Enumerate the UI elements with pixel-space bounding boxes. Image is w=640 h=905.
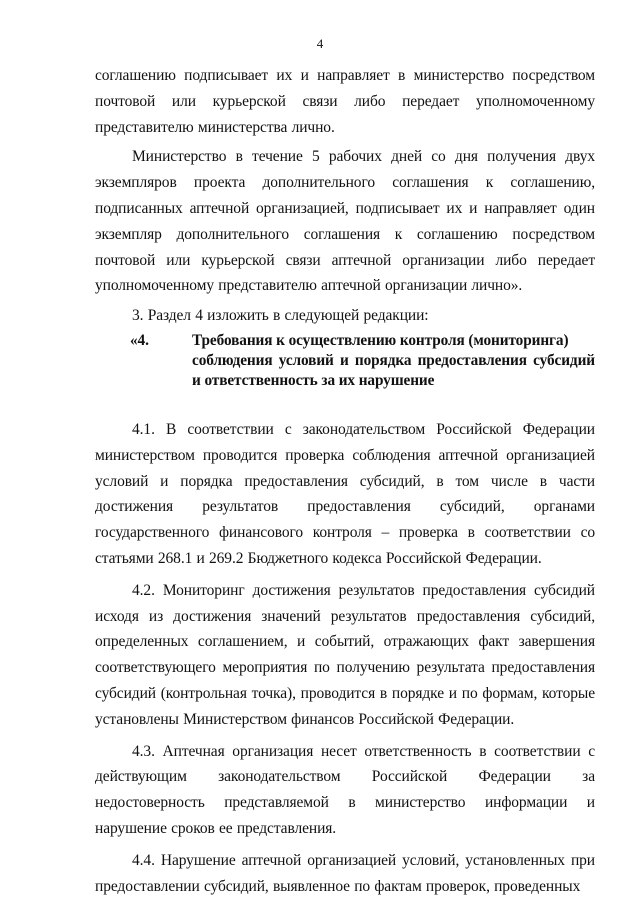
paragraph-4-1: 4.1. В соответствии с законодательством Российской Федерации министерством проводится проверка соблюдения аптечной организацией условий и порядка предоставления субсидий, в том числе в части достижения результатов предоставления субсидий, органами государственного финансового контроля – проверка в соответствии со статьями 268.1 и 269.2 Бюджетного кодекса Российской Федерации.: [95, 420, 595, 567]
section-heading: [95, 331, 595, 391]
section-heading-title-rest: соблюдения условий и порядка предоставления субсидий и ответственность за их нарушение: [192, 351, 595, 389]
section-heading-number: «4.: [130, 331, 149, 349]
document-body: [95, 63, 595, 901]
paragraph-4-3: 4.3. Аптечная организация несет ответственность в соответствии с действующим законодательством Российской Федерации за недостоверность представляемой в министерство информации и нарушение сроков ее представления.: [95, 742, 595, 837]
paragraph-4-4: 4.4. Нарушение аптечной организацией условий, установленных при предоставлении субсидий, выявленное по фактам проверок, проведенных: [95, 851, 595, 895]
section-heading-title-line1: Требования к осуществлению контроля (мониторинга): [192, 331, 569, 349]
paragraph-continuation: соглашению подписывает их и направляет в министерство посредством почтовой или курьерской связи либо передает уполномоченному представителю министерства лично.: [95, 67, 595, 136]
paragraph-4-2: 4.2. Мониторинг достижения результатов предоставления субсидий исходя из достижения значений результатов предоставления субсидий, определенных соглашением, и событий, отражающих факт завершения соответствующего мероприятия по получению результата предоставления субсидий (контрольная точка), проводится в порядке и по формам, которые установлены Министерством финансов Российской Федерации.: [95, 581, 595, 728]
paragraph-ministry-signing: Министерство в течение 5 рабочих дней со дня получения двух экземпляров проекта дополнительного соглашения к соглашению, подписанных аптечной организацией, подписывает их и направляет один экземпляр дополнительного соглашения к соглашению посредством почтовой или курьерской связи аптечной организации либо передает уполномоченному представителю аптечной организации лично».: [95, 148, 595, 295]
paragraph-amendment-item-3: 3. Раздел 4 изложить в следующей редакции:: [132, 307, 429, 325]
page-number: 4: [316, 36, 324, 51]
